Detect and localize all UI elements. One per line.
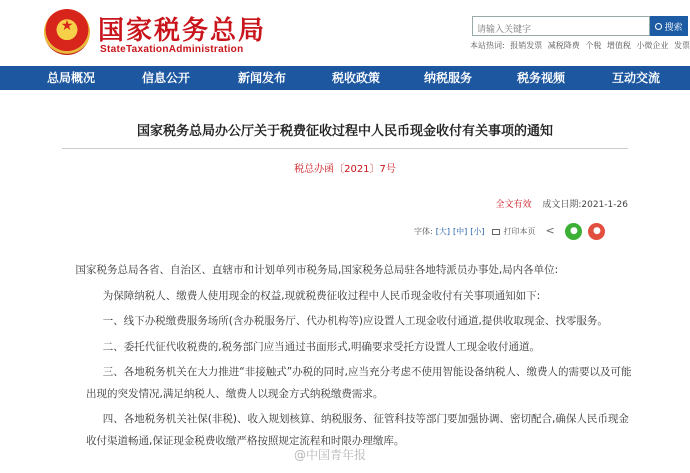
hot-word[interactable]: 小微企业 [636,41,669,50]
title-divider [62,148,628,149]
nav-item-news[interactable]: 新闻发布 [237,71,286,85]
paragraph: 为保障纳税人、缴费人使用现金的权益,现就税费征收过程中人民币现金收付有关事项通知如下: [102,289,541,302]
hot-word[interactable]: 发票 [673,41,690,50]
paragraph-salutation: 国家税务总局各省、自治区、直辖市和计划单列市税务局,国家税务总局驻各地特派员办事处,局内各单位: [75,264,559,276]
main-nav [0,66,690,90]
font-size-medium[interactable]: [中] [452,227,468,236]
share-icon[interactable] [545,227,555,237]
article-title: 国家税务总局办公厅关于税费征收过程中人民币现金收付有关事项的通知 [136,124,553,139]
validity-status: 全文有效 [495,200,532,210]
nav-item-policy[interactable]: 税收政策 [331,71,380,85]
font-size-label: 字体: [414,227,433,236]
nav-item-video[interactable]: 税务视频 [516,71,565,85]
search-button[interactable] [650,16,688,36]
search-icon [655,23,662,30]
nav-item-service[interactable]: 纳税服务 [423,71,472,85]
hot-words-label: 本站热词: [470,41,505,50]
article-meta [495,197,628,210]
national-emblem-icon[interactable] [44,9,90,55]
wechat-icon[interactable]: ● [565,223,582,240]
nav-item-overview[interactable]: 总局概况 [46,71,95,85]
hot-words [470,40,690,51]
article-body [75,260,634,452]
search-input[interactable] [473,21,649,39]
weibo-icon[interactable]: ● [588,223,605,240]
paragraph: 三、各地税务机关在大力推进“非接触式”办税的同时,应当充分考虑不使用智能设备纳税人、缴费人的需要以及可能出现的突发情况,满足纳税人、缴费人以现金方式纳税缴费需求。 [86,366,632,400]
search-button-label: 搜索 [664,21,683,32]
site-header [0,0,690,66]
paragraph: 一、线下办税缴费服务场所(含办税服务厅、代办机构等)应设置人工现金收付通道,提供收取现金、找零服务。 [102,315,608,327]
font-size-small[interactable]: [小] [470,227,485,236]
font-size-large[interactable]: [大] [435,227,450,236]
site-subtitle: StateTaxationAdministration [100,44,244,55]
nav-item-info[interactable]: 信息公开 [141,71,190,85]
print-label: 打印本页 [503,227,536,236]
nav-item-interaction[interactable]: 互动交流 [611,71,660,85]
paragraph: 四、各地税务机关社保(非税)、收入规划核算、纳税服务、征管科技等部门要加强协调、密切配合,确保人民币现金收付渠道畅通,保证现金税费收缴严格按照规定流程和时限办理缴库。 [86,413,629,447]
hot-word[interactable]: 减税降费 [547,41,580,50]
watermark: @中国青年报 [294,448,367,462]
hot-word[interactable]: 报销发票 [510,41,543,50]
paragraph: 二、委托代征代收税费的,税务部门应当通过书面形式,明确要求受托方设置人工现金收付通道。 [102,340,540,353]
print-button[interactable] [492,226,535,237]
issue-date: 成文日期:2021-1-26 [542,200,628,210]
document-number: 税总办函〔2021〕7号 [294,164,396,175]
search-box [472,16,650,36]
hot-word[interactable]: 增值税 [606,41,631,50]
article-tools [414,223,605,240]
printer-icon [492,229,500,235]
hot-word[interactable]: 个税 [585,41,602,50]
site-title[interactable]: 国家税务总局 [98,16,267,46]
